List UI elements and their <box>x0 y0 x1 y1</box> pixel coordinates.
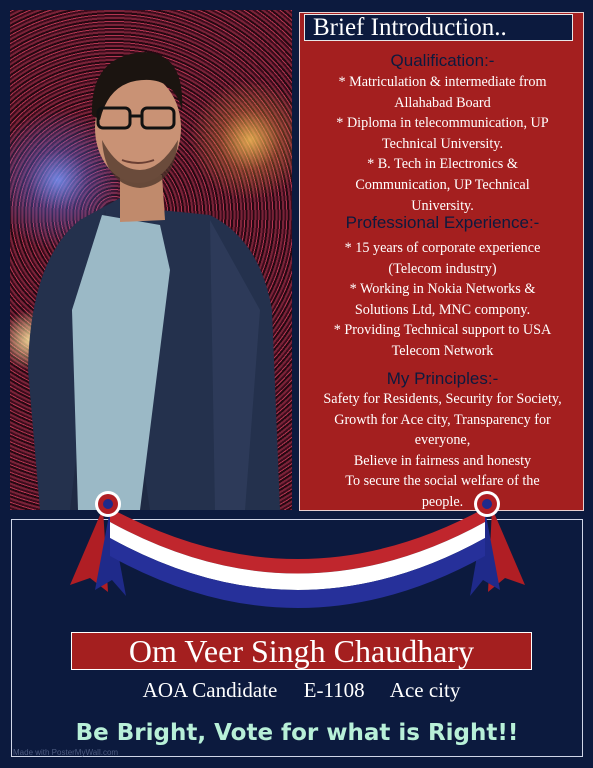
candidate-name: Om Veer Singh Chaudhary <box>71 632 532 670</box>
candidate-flat: E-1108 <box>303 678 365 702</box>
right-rosette-icon <box>474 491 500 517</box>
principles-line: Believe in fairness and honesty <box>353 452 532 469</box>
principles-line: Safety for Residents, Security for Society, <box>323 391 562 407</box>
experience-heading: Professional Experience:- <box>345 213 540 232</box>
principles-line: To secure the social welfare of the <box>345 473 540 490</box>
candidate-society: Ace city <box>389 678 461 702</box>
qualification-line: University. <box>411 197 474 214</box>
experience-line: (Telecom industry) <box>388 260 497 277</box>
intro-title: Brief Introduction.. <box>304 14 573 41</box>
qualification-heading: Qualification:- <box>390 51 495 70</box>
candidate-details <box>71 678 532 702</box>
experience-line: * Providing Technical support to USA <box>333 322 552 339</box>
qualification-line: * Diploma in telecommunication, UP <box>336 115 549 132</box>
qualification-line: Allahabad Board <box>394 94 491 111</box>
watermark: Made with PosterMyWall.com <box>13 748 119 757</box>
qualification-line: * B. Tech in Electronics & <box>367 156 518 173</box>
qualification-line: * Matriculation & intermediate from <box>338 74 547 90</box>
experience-line: Solutions Ltd, MNC compony. <box>354 301 531 318</box>
experience-line: Telecom Network <box>391 342 494 359</box>
principles-heading: My Principles:- <box>386 369 499 388</box>
principles-line: everyone, <box>414 432 471 449</box>
qualification-line: Communication, UP Technical <box>355 176 530 193</box>
principles-line: Growth for Ace city, Transparency for <box>334 411 551 428</box>
principles-line: people. <box>421 493 464 510</box>
left-rosette-icon <box>95 491 121 517</box>
experience-line: * Working in Nokia Networks & <box>349 281 536 298</box>
candidate-role: AOA Candidate <box>142 678 278 702</box>
qualification-line: Technical University. <box>381 135 503 152</box>
slogan: Be Bright, Vote for what is Right!! <box>75 720 519 746</box>
experience-line: * 15 years of corporate experience <box>344 240 541 256</box>
